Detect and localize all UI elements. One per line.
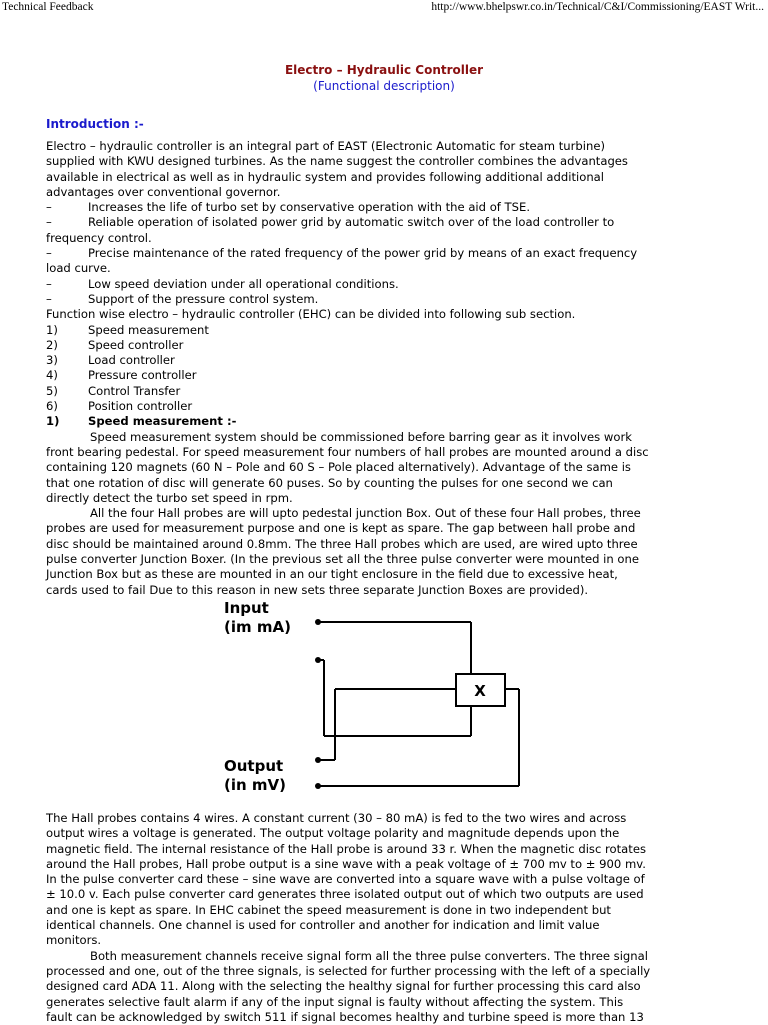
document-title: Electro – Hydraulic Controller [284, 63, 484, 77]
advantage-dash: – [46, 246, 52, 261]
para3-line: output wires a voltage is generated. The output voltage polarity and magnitude depends upon the [46, 826, 620, 841]
subsection-item: 4) Pressure controller [46, 368, 197, 383]
introduction-heading: Introduction :- [46, 117, 144, 131]
para1-line: front bearing pedestal. For speed measurement four numbers of hall probes are mounted around a disc [46, 444, 649, 459]
advantage-dash: – [46, 215, 52, 230]
para4-line: Both measurement channels receive signal form all the three pulse converters. The three signal [90, 948, 648, 963]
hall-probe-description [46, 811, 726, 1025]
page-header [0, 0, 768, 16]
section1-heading: 1) Speed measurement :- [46, 414, 237, 429]
introduction-body [46, 139, 726, 598]
diagram-terminals [315, 619, 321, 789]
para4-line: generates selective fault alarm if any of the input signal is faulty without affecting the system. This [46, 994, 624, 1009]
diagram-output-label: Output [224, 757, 284, 775]
subsection-item: 2) Speed controller [46, 337, 184, 352]
header-url[interactable]: http://www.bhelpswr.co.in/Technical/C&I/Commissioning/EAST Writ... [431, 1, 764, 13]
diagram-input-label: Input [224, 599, 269, 617]
para2-line: All the four Hall probes are will upto pedestal junction Box. Out of these four Hall probes, three [90, 506, 641, 521]
hall-probe-diagram [222, 598, 542, 798]
para3-line: around the Hall probes, Hall probe output is a sine wave with a peak voltage of ± 700 mv to ± 900 mv. [46, 856, 646, 871]
para2-line: disc should be maintained around 0.8mm. The three Hall probes which are used, are wired upto three [46, 536, 638, 551]
para3-line: monitors. [46, 933, 102, 948]
hall-probe-box-label: X [474, 682, 486, 700]
advantage-item: – Support of the pressure control system. [46, 291, 319, 306]
advantage-item-cont: load curve. [46, 261, 111, 276]
para2-line: Junction Box but as these are mounted in an our tight enclosure in the field due to excessive heat, [46, 567, 618, 582]
para4-line: processed and one, out of the three signals, is selected for further processing with the left of a specially [46, 963, 651, 978]
para2-line: pulse converter Junction Boxer. (In the previous set all the three pulse converter were mounted in one [46, 552, 639, 567]
para1-line: Speed measurement system should be commissioned before barring gear as it involves work [90, 429, 632, 444]
intro-line: supplied with KWU designed turbines. As the name suggest the controller combines the advantages [46, 154, 628, 169]
document-subtitle: (Functional description) [313, 79, 455, 93]
para3-line: and one is kept as spare. In EHC cabinet the speed measurement is done in two independent but [46, 902, 611, 917]
para3-line: The Hall probes contains 4 wires. A constant current (30 – 80 mA) is fed to the two wires and across [46, 811, 627, 825]
para3-line: In the pulse converter card these – sine wave are converted into a square wave with a pulse voltage of [46, 872, 645, 887]
intro-line: advantages over conventional governor. [46, 184, 281, 199]
advantage-item: – Reliable operation of isolated power grid by automatic switch over of the load controller to [46, 215, 615, 230]
advantage-item: – Low speed deviation under all operational conditions. [46, 276, 399, 291]
para1-line: containing 120 magnets (60 N – Pole and 60 S – Pole placed alternatively). Advantage of the same is [46, 460, 631, 475]
advantage-item: – Precise maintenance of the rated frequency of the power grid by means of an exact frequency [46, 246, 638, 261]
intro-line: available in electrical as well as in hydraulic system and provides following additional additional [46, 169, 605, 184]
diagram-input-unit: (im mA) [224, 618, 291, 636]
para3-line: magnetic field. The internal resistance of the Hall probe is around 33 r. When the magnetic disc rotates [46, 841, 646, 856]
para2-line: probes are used for measurement purpose and one is kept as spare. The gap between hall probe and [46, 521, 636, 536]
advantage-item-cont: frequency control. [46, 230, 152, 245]
para1-line: directly detect the turbo set speed in rpm. [46, 490, 293, 505]
subsection-item: 1) Speed measurement [46, 322, 209, 337]
para4-line: fault can be acknowledged by switch 511 if signal becomes healthy and turbine speed is more than 13 [46, 1009, 644, 1024]
function-line: Function wise electro – hydraulic controller (EHC) can be divided into following sub section. [46, 307, 576, 322]
para4-line: designed card ADA 11. Along with the selecting the healthy signal for further processing this card also [46, 979, 641, 994]
para1-line: that one rotation of disc will generate 60 puses. So by counting the pulses for one second we can [46, 475, 613, 490]
advantage-dash: – [46, 291, 52, 306]
para3-line: ± 10.0 v. Each pulse converter card generates three isolated output out of which two outputs are used [46, 887, 644, 902]
header-title: Technical Feedback [2, 1, 94, 13]
advantage-dash: – [46, 200, 52, 215]
advantage-item: – Increases the life of turbo set by conservative operation with the aid of TSE. [46, 200, 531, 215]
advantage-dash: – [46, 276, 52, 291]
para3-line: identical channels. One channel is used for controller and another for indication and limit value [46, 918, 600, 933]
subsection-item: 6) Position controller [46, 399, 193, 414]
intro-line: Electro – hydraulic controller is an integral part of EAST (Electronic Automatic for steam turbine) [46, 139, 606, 153]
subsection-item: 3) Load controller [46, 353, 175, 368]
subsection-item: 5) Control Transfer [46, 383, 181, 398]
para2-line: cards used to fail Due to this reason in new sets three separate Junction Boxes are provided). [46, 582, 589, 597]
diagram-output-unit: (in mV) [224, 776, 286, 794]
